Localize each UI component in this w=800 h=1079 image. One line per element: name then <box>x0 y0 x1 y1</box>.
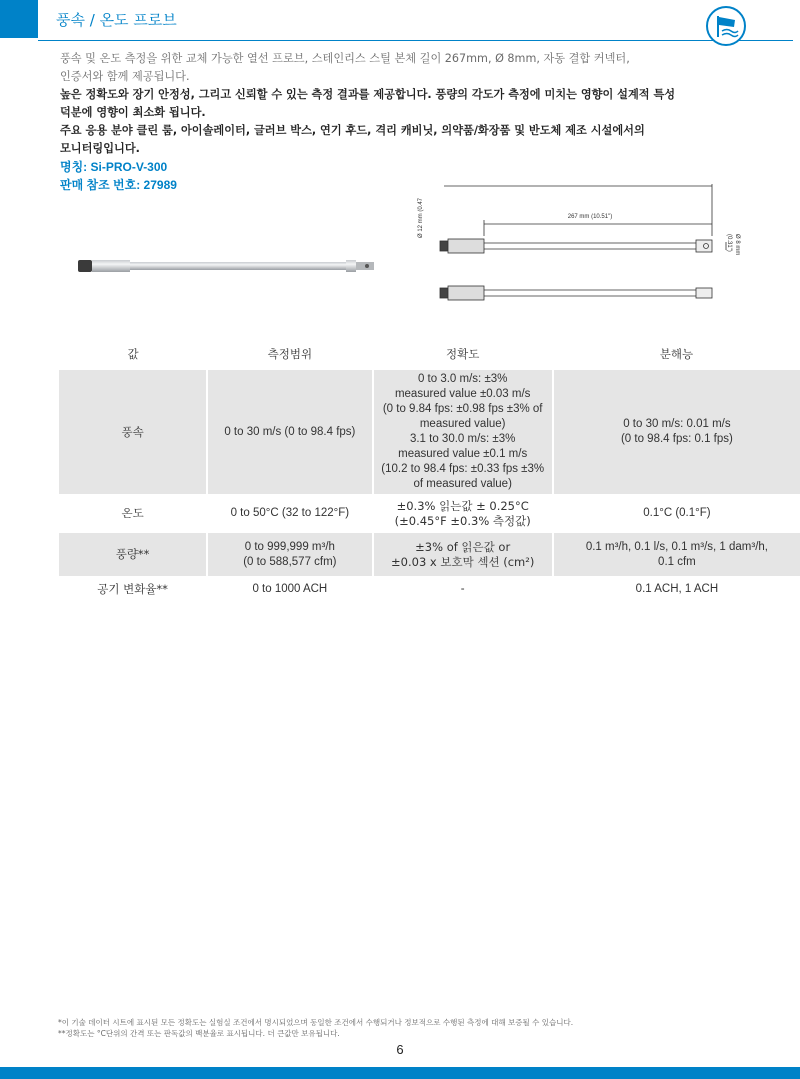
intro-bold-2: 덕분에 영향이 최소화 됩니다. <box>60 106 206 119</box>
row-resolution: 0.1 m³/h, 0.1 l/s, 0.1 m³/s, 1 dam³/h, 0.1 cfm <box>553 533 800 577</box>
col-header-value: 값 <box>127 347 139 361</box>
probe-dimension-drawing <box>400 176 770 316</box>
col-header-resolution: 분해능 <box>659 347 694 361</box>
diameter-left-label: Ø 12 mm (0.47 <box>418 197 424 238</box>
intro-text <box>60 50 740 194</box>
intro-line-2: 인증서와 함께 제공됩니다. <box>60 70 190 83</box>
intro-line-1: 풍속 및 온도 측정을 위한 교체 가능한 열선 프로브, 스테인리스 스틸 본체 길이 267mm, Ø 8mm, 자동 결합 커넥터, <box>60 52 630 65</box>
row-label: 풍속 <box>59 370 207 495</box>
row-resolution: 0.1 ACH, 1 ACH <box>553 577 800 603</box>
row-range: 0 to 999,999 m³/h (0 to 588,577 cfm) <box>207 533 372 577</box>
table-row <box>59 533 800 577</box>
col-header-range: 측정범위 <box>267 347 313 361</box>
product-name: 명칭: Si-PRO-V-300 <box>60 160 168 174</box>
row-accuracy: 0 to 3.0 m/s: ±3% measured value ±0.03 m/s (0 to 9.84 fps: ±0.98 fps ±3% of measured value) 3.1 to 30.0 m/s: ±3% measured value ±0.1 m/s (10.2 to 98.4 fps: ±0.33 fps ±3% of measured value) <box>373 370 553 495</box>
row-resolution: 0 to 30 m/s: 0.01 m/s (0 to 98.4 fps: 0.1 fps) <box>553 370 800 495</box>
footnotes <box>58 1017 573 1039</box>
specification-table <box>59 338 800 603</box>
diameter-right-label: Ø 8 mm <box>734 234 740 256</box>
diameter-right-inch-label: (0.31") <box>726 234 732 252</box>
page-title: 풍속 / 온도 프로브 <box>56 11 177 29</box>
footer-bar <box>0 1067 800 1079</box>
intro-bold-3: 주요 응용 분야 클린 룸, 아이솔레이터, 글러브 박스, 연기 후드, 격리 캐비닛, 의약품/화장품 및 반도체 제조 시설에서의 <box>60 124 645 137</box>
intro-bold-4: 모니터링입니다. <box>60 142 140 155</box>
table-row <box>59 370 800 495</box>
row-range: 0 to 30 m/s (0 to 98.4 fps) <box>207 370 372 495</box>
header-divider <box>38 40 793 41</box>
col-header-accuracy: 정확도 <box>446 347 480 361</box>
intro-bold-1: 높은 정확도와 장기 안정성, 그리고 신뢰할 수 있는 측정 결과를 제공합니다. 풍량의 각도가 측정에 미치는 영향이 설계적 특성 <box>60 88 676 101</box>
page-number: 6 <box>396 1042 404 1057</box>
row-range: 0 to 1000 ACH <box>207 577 372 603</box>
flag-airflow-icon <box>705 5 747 47</box>
footnote-1: *이 기술 데이터 시트에 표시된 모든 정확도는 실험실 조건에서 명시되었으며 동일한 조건에서 수행되거나 정보적으로 수행된 측정에 대해 보증될 수 있습니다. <box>58 1018 574 1027</box>
row-range: 0 to 50°C (32 to 122°F) <box>207 495 372 533</box>
table-row <box>59 577 800 603</box>
header-corner-block <box>0 0 38 38</box>
probe-photo <box>76 254 386 278</box>
row-label: 풍량** <box>59 533 207 577</box>
row-accuracy: ±0.3% 읽는값 ± 0.25°C (±0.45°F ±0.3% 측정값) <box>373 495 553 533</box>
row-resolution: 0.1°C (0.1°F) <box>553 495 800 533</box>
row-label: 공기 변화율** <box>59 577 207 603</box>
length-dimension-label: 267 mm (10.51") <box>567 214 613 220</box>
row-accuracy: - <box>373 577 553 603</box>
table-header-row <box>59 338 800 370</box>
table-row <box>59 495 800 533</box>
footnote-2: **정확도는 °C단위의 간격 또는 판독값의 백분율로 표시됩니다. 더 큰값만 보유됩니다. <box>58 1029 340 1038</box>
row-accuracy: ±3% of 읽은값 or ±0.03 x 보호막 섹션 (cm²) <box>373 533 553 577</box>
row-label: 온도 <box>59 495 207 533</box>
product-reference: 판매 참조 번호: 27989 <box>60 178 177 192</box>
